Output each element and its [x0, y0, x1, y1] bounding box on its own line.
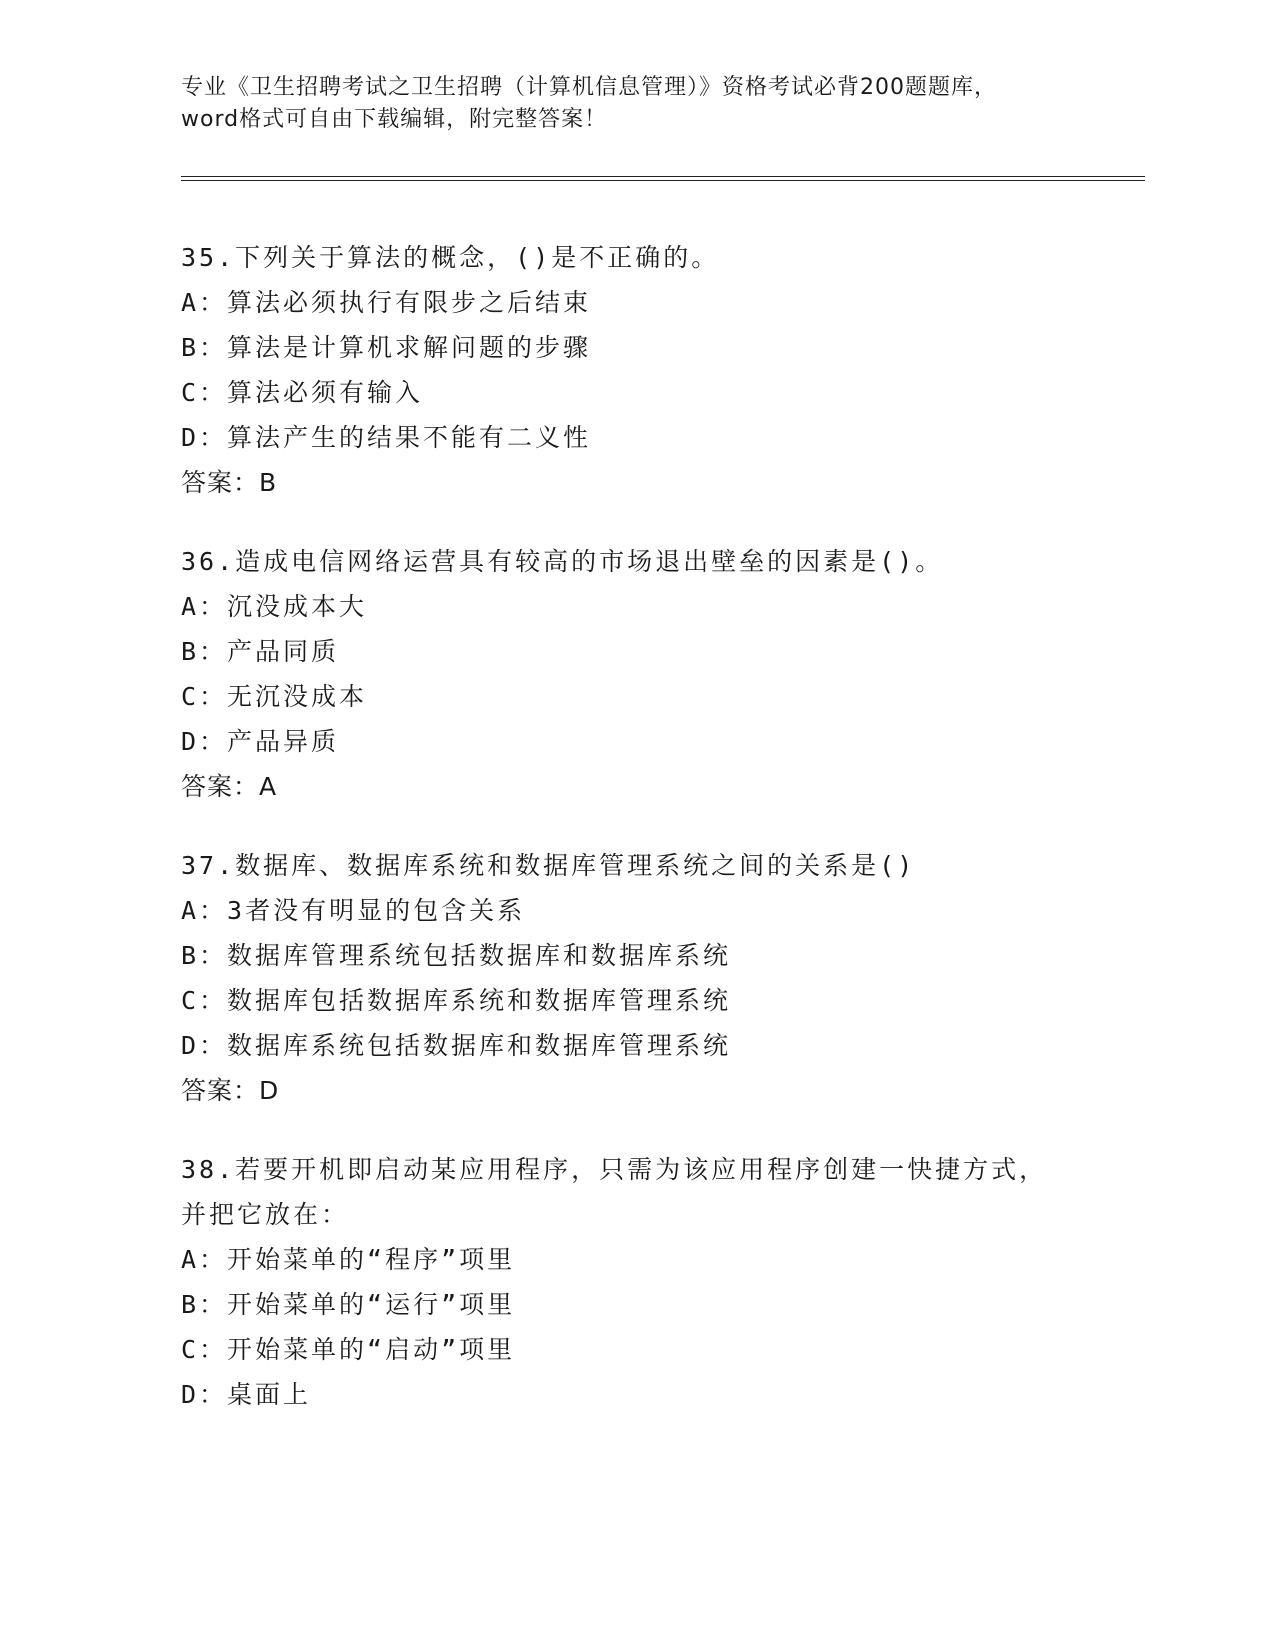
- header-line-2: word格式可自由下载编辑，附完整答案！: [181, 107, 608, 132]
- option-b: B：算法是计算机求解问题的步骤: [181, 333, 592, 362]
- option-c: C：无沉没成本: [181, 682, 368, 711]
- document-header: [181, 72, 1081, 136]
- question-stem: 35.下列关于算法的概念，()是不正确的。: [181, 243, 720, 272]
- option-c: C：开始菜单的“启动”项里: [181, 1335, 516, 1364]
- option-a: A：开始菜单的“程序”项里: [181, 1245, 516, 1274]
- answer-line: 答案：A: [181, 772, 278, 801]
- question-35: [181, 235, 1145, 505]
- option-d: D：数据库系统包括数据库和数据库管理系统: [181, 1031, 732, 1060]
- option-d: D：桌面上: [181, 1380, 312, 1409]
- option-d: D：产品异质: [181, 727, 340, 756]
- question-stem: 38.若要开机即启动某应用程序，只需为该应用程序创建一快捷方式，: [181, 1155, 1048, 1184]
- option-b: B：数据库管理系统包括数据库和数据库系统: [181, 941, 732, 970]
- option-c: C：数据库包括数据库系统和数据库管理系统: [181, 986, 732, 1015]
- question-stem: 37.数据库、数据库系统和数据库管理系统之间的关系是(): [181, 851, 916, 880]
- option-a: A：3者没有明显的包含关系: [181, 896, 526, 925]
- question-36: [181, 539, 1145, 809]
- option-b: B：开始菜单的“运行”项里: [181, 1290, 516, 1319]
- option-b: B：产品同质: [181, 637, 340, 666]
- answer-line: 答案：B: [181, 468, 278, 497]
- question-stem: 36.造成电信网络运营具有较高的市场退出壁垒的因素是()。: [181, 547, 944, 576]
- option-a: A：算法必须执行有限步之后结束: [181, 288, 592, 317]
- option-c: C：算法必须有输入: [181, 378, 424, 407]
- answer-line: 答案：D: [181, 1076, 280, 1105]
- header-line-1: 专业《卫生招聘考试之卫生招聘（计算机信息管理）》资格考试必背200题题库，: [181, 75, 997, 100]
- question-stem-continued: 并把它放在：: [181, 1200, 350, 1229]
- option-d: D：算法产生的结果不能有二义性: [181, 423, 592, 452]
- question-38: [181, 1147, 1145, 1417]
- header-double-rule: [181, 176, 1145, 181]
- option-a: A：沉没成本大: [181, 592, 368, 621]
- question-37: [181, 843, 1145, 1113]
- question-list: [181, 235, 1145, 1451]
